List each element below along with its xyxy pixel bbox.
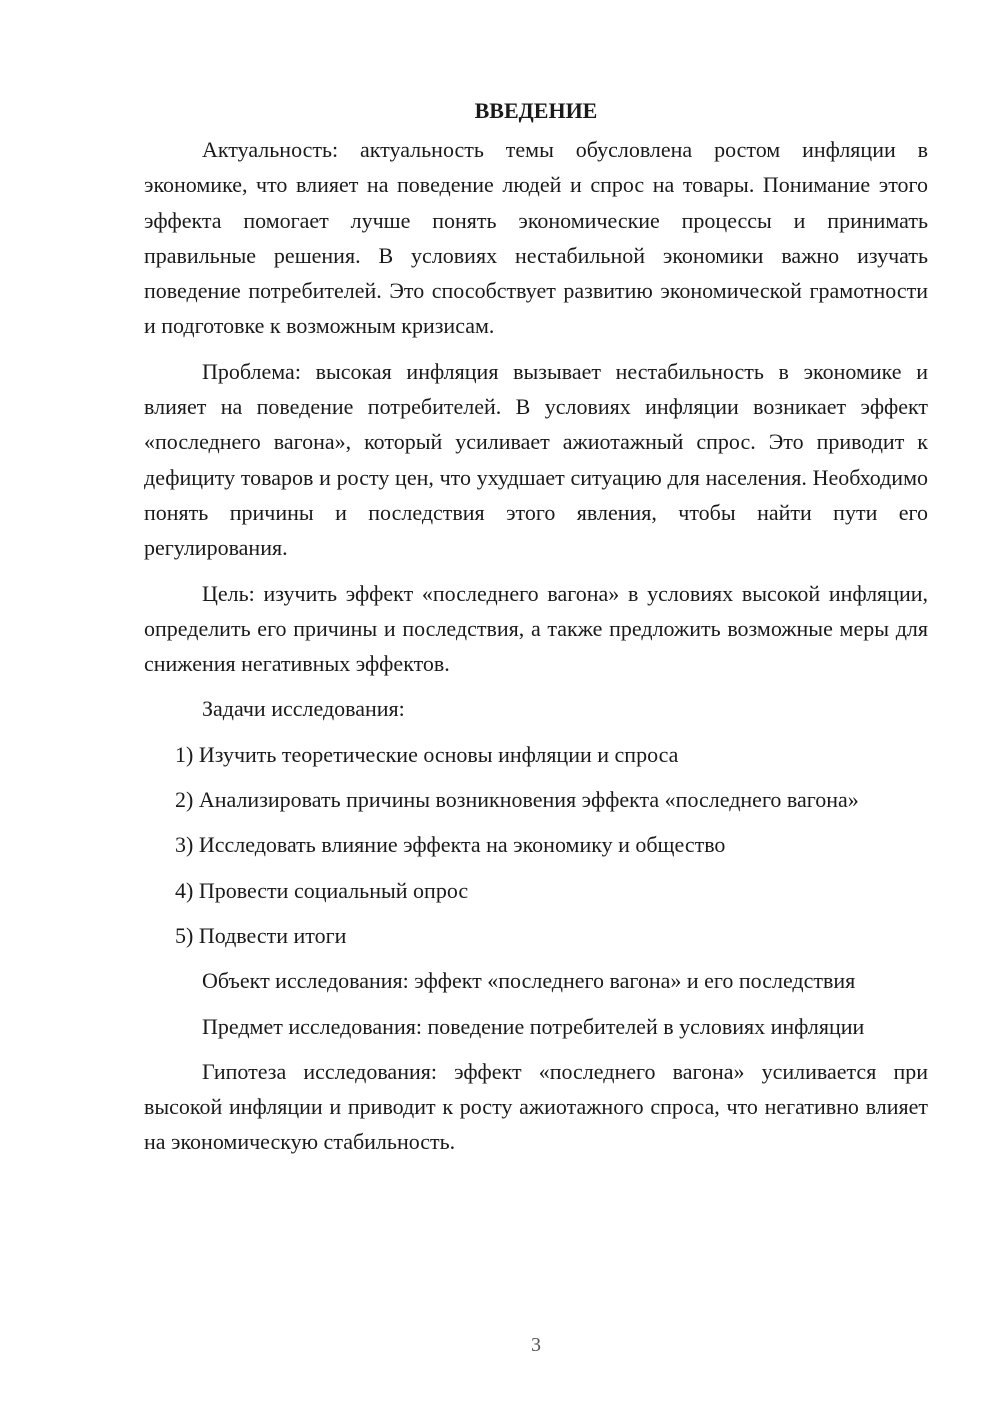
paragraph-tasks-heading: Задачи исследования: xyxy=(202,696,405,722)
paragraph-hypothesis: Гипотеза исследования: эффект «последнего вагона» усиливается при высокой инфляции и приводит к росту ажиотажного спроса, что негативно влияет на экономическую стабильность. xyxy=(144,1058,928,1155)
page-title: ВВЕДЕНИЕ xyxy=(474,98,598,123)
list-item: 3) Исследовать влияние эффекта на экономику и общество xyxy=(175,832,726,858)
page-number: 3 xyxy=(531,1334,541,1356)
list-item: 5) Подвести итоги xyxy=(175,922,347,948)
paragraph-subject: Предмет исследования: поведение потребителей в условиях инфляции xyxy=(202,1013,865,1039)
paragraph-goal: Цель: изучить эффект «последнего вагона» в условиях высокой инфляции, определить его причины и последствия, а также предложить возможные меры для снижения негативных эффектов. xyxy=(144,580,928,677)
list-item: 2) Анализировать причины возникновения эффекта «последнего вагона» xyxy=(175,787,859,813)
paragraph-relevance: Актуальность: актуальность темы обусловлена ростом инфляции в экономике, что влияет на поведение людей и спрос на товары. Понимание этого эффекта помогает лучше понять экономические процессы и принимать правильные решения. В условиях нестабильной экономики важно изучать поведение потребителей. Это способствует развитию экономической грамотности и подготовке к возможным кризисам. xyxy=(144,137,928,339)
document-page xyxy=(144,96,928,1170)
paragraph-problem: Проблема: высокая инфляция вызывает нестабильность в экономике и влияет на поведение потребителей. В условиях инфляции возникает эффект «последнего вагона», который усиливает ажиотажный спрос. Это приводит к дефициту товаров и росту цен, что ухудшает ситуацию для населения. Необходимо понять причины и последствия этого явления, чтобы найти пути его регулирования. xyxy=(144,358,928,561)
list-item: 1) Изучить теоретические основы инфляции и спроса xyxy=(175,741,679,767)
paragraph-object: Объект исследования: эффект «последнего вагона» и его последствия xyxy=(202,968,856,994)
list-item: 4) Провести социальный опрос xyxy=(175,877,469,903)
